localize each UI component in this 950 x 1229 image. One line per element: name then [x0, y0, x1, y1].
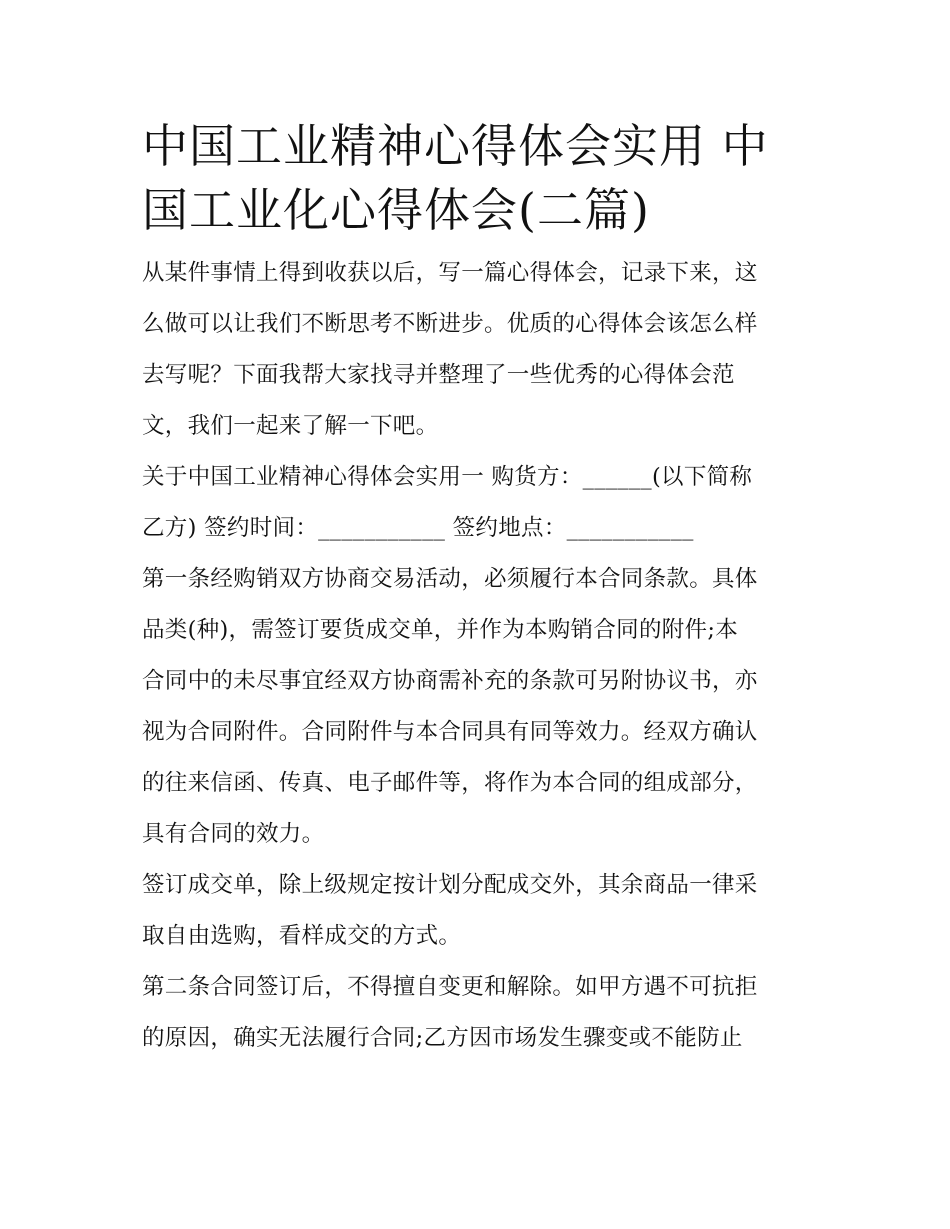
- document-body: [142, 114, 812, 1064]
- text-line: 签订成交单，除上级规定按计划分配成交外，其余商品一律采: [142, 872, 758, 898]
- text-line: 具有合同的效力。: [142, 821, 325, 847]
- paragraph-article-1: [142, 554, 812, 860]
- paragraph-article-2: [142, 962, 812, 1064]
- paragraph-parties: [142, 452, 812, 554]
- paragraph-order-form: [142, 860, 812, 962]
- text-line: 第二条合同签订后，不得擅自变更和解除。如甲方遇不可抗拒: [142, 974, 758, 1000]
- text-line: 么做可以让我们不断思考不断进步。优质的心得体会该怎么样: [142, 311, 758, 337]
- text-line: 从某件事情上得到收获以后，写一篇心得体会，记录下来，这: [142, 260, 758, 286]
- text-line: 品类(种)，需签订要货成交单，并作为本购销合同的附件;本: [142, 617, 739, 643]
- paragraph-intro: [142, 248, 812, 452]
- text-line: 合同中的未尽事宜经双方协商需补充的条款可另附协议书，亦: [142, 668, 758, 694]
- text-line: 第一条经购销双方协商交易活动，必须履行本合同条款。具体: [142, 566, 758, 592]
- text-line: 去写呢？下面我帮大家找寻并整理了一些优秀的心得体会范: [142, 362, 735, 388]
- text-line: 的原因，确实无法履行合同;乙方因市场发生骤变或不能防止: [142, 1025, 743, 1051]
- text-line: 乙方) 签约时间：___________ 签约地点：___________: [142, 515, 694, 541]
- text-line: 的往来信函、传真、电子邮件等，将作为本合同的组成部分，: [142, 770, 758, 796]
- text-line: 取自由选购，看样成交的方式。: [142, 923, 462, 949]
- text-line: 关于中国工业精神心得体会实用一 购货方：______(以下简称: [142, 464, 753, 490]
- title-line: 中国工业精神心得体会实用 中: [142, 119, 769, 173]
- text-line: 视为合同附件。合同附件与本合同具有同等效力。经双方确认: [142, 719, 758, 745]
- document-title: [142, 114, 812, 242]
- text-line: 文，我们一起来了解一下吧。: [142, 413, 439, 439]
- title-line: 国工业化心得体会(二篇): [142, 183, 650, 237]
